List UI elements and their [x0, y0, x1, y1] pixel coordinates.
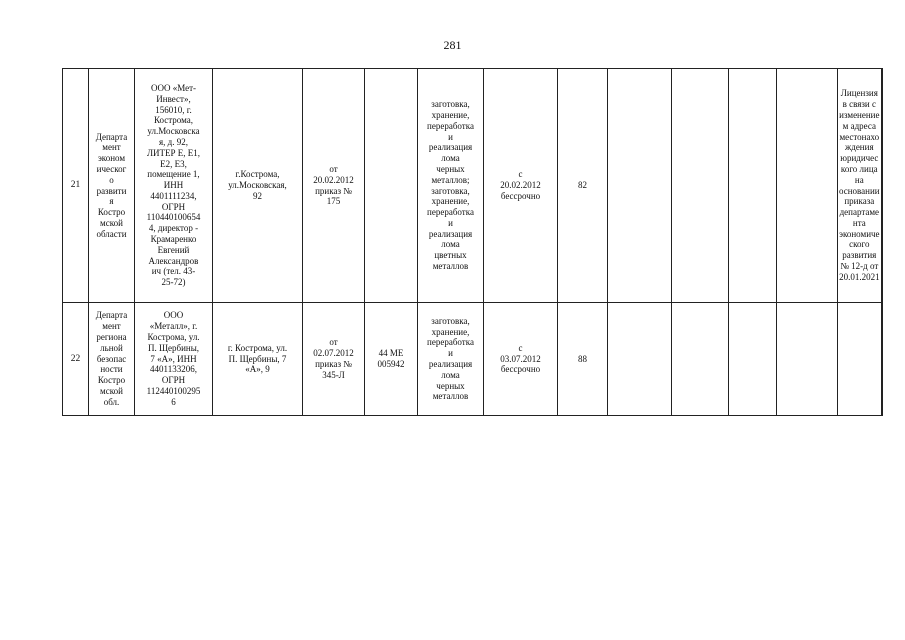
- cell-line: металлов;: [431, 174, 470, 185]
- cell-line: реализация: [428, 359, 473, 369]
- cell-line: приказ №: [315, 185, 352, 196]
- cell-col10: [672, 303, 729, 416]
- cell-col9: [608, 303, 672, 416]
- cell-line: 02.07.2012: [313, 348, 354, 359]
- cell-line: 20.02.2012: [313, 174, 354, 185]
- cell-line: 44 МЕ: [378, 348, 404, 359]
- cell-licensee: [135, 303, 213, 416]
- cell-license-number: [365, 303, 418, 416]
- cell-line: в связи с: [842, 99, 876, 110]
- cell-line: от: [329, 337, 338, 348]
- cell-line: «А», 9: [245, 364, 270, 375]
- cell-line: помещение 1,: [147, 169, 200, 180]
- cell-line: Кострома,: [153, 115, 194, 126]
- cell-line: Департа: [95, 310, 128, 321]
- cell-line: № 12-д от: [840, 261, 879, 272]
- cell-line: и: [448, 217, 453, 228]
- cell-line: и: [448, 348, 453, 359]
- cell-number: 21: [63, 69, 89, 303]
- cell-line: Костро: [97, 375, 126, 386]
- cell-line: экономиче: [839, 228, 880, 239]
- cell-line: 156010, г.: [155, 104, 192, 115]
- cell-line: о: [109, 174, 114, 185]
- cell-line: металлов: [432, 261, 469, 272]
- cell-line: лома: [441, 369, 460, 380]
- cell-line: мент: [102, 142, 121, 153]
- cell-line: 25-72): [161, 277, 186, 288]
- cell-line: обл.: [103, 396, 120, 407]
- cell-line: заготовка,: [431, 99, 470, 110]
- cell-col12: [777, 69, 838, 303]
- cell-col14: [881, 303, 882, 416]
- cell-line: мской: [100, 385, 123, 396]
- cell-line: г.Кострома,: [235, 169, 280, 180]
- cell-line: ическог: [96, 163, 127, 174]
- cell-line: приказ №: [315, 359, 352, 369]
- cell-line: 112440100295: [146, 385, 201, 396]
- cell-line: «Металл», г.: [149, 321, 198, 332]
- cell-line: 4401133206,: [150, 364, 197, 375]
- cell-line: ИНН: [163, 180, 184, 191]
- cell-line: хранение,: [431, 326, 470, 337]
- cell-line: Александров: [148, 255, 199, 266]
- cell-line: приказа: [844, 196, 875, 207]
- cell-note: [838, 69, 882, 303]
- cell-line: лома: [441, 239, 460, 250]
- cell-line: бессрочно: [500, 190, 541, 201]
- cell-line: я, д. 92,: [159, 136, 188, 147]
- cell-line: Крамаренко: [150, 234, 197, 245]
- cell-authority: [89, 303, 135, 416]
- cell-line: департаме: [839, 207, 880, 218]
- cell-line: заготовка,: [431, 315, 470, 326]
- cell-line: П. Щербины, 7: [228, 353, 287, 364]
- cell-line: развития: [842, 250, 877, 261]
- cell-line: хранение,: [431, 109, 470, 120]
- table-row: [63, 69, 883, 303]
- table-row: [63, 303, 883, 416]
- cell-term: [484, 303, 558, 416]
- cell-line: цветных: [434, 250, 467, 261]
- cell-line: ждения: [845, 142, 874, 153]
- cell-line: я: [109, 196, 114, 207]
- cell-authority: [89, 69, 135, 303]
- cell-address: [213, 69, 303, 303]
- cell-line: заготовка,: [431, 185, 470, 196]
- cell-line: ул.Московская,: [228, 180, 287, 191]
- cell-line: 005942: [377, 359, 405, 369]
- cell-term: [484, 69, 558, 303]
- cell-line: льной: [100, 342, 123, 353]
- cell-line: изменение: [839, 109, 880, 120]
- cell-license-number: [365, 69, 418, 303]
- cell-line: Инвест»,: [156, 93, 191, 104]
- cell-line: ич (тел. 43-: [151, 266, 196, 277]
- cell-col14: [881, 69, 882, 303]
- cell-col11: [729, 303, 777, 416]
- cell-line: хранение,: [431, 196, 470, 207]
- cell-line: черных: [436, 380, 465, 391]
- cell-line: ул.Московска: [147, 126, 200, 137]
- cell-line: переработка: [427, 207, 474, 218]
- cell-line: и: [448, 131, 453, 142]
- cell-line: ОГРН: [161, 201, 186, 212]
- license-registry-table: [62, 68, 883, 416]
- cell-line: развити: [96, 185, 127, 196]
- cell-activity: [418, 303, 484, 416]
- cell-line: реализация: [428, 228, 473, 239]
- cell-line: с: [518, 342, 523, 353]
- cell-line: черных: [436, 163, 465, 174]
- cell-line: м адреса: [842, 120, 876, 131]
- cell-col10: [672, 69, 729, 303]
- cell-line: ского: [849, 239, 870, 250]
- cell-line: безопас: [96, 353, 127, 364]
- cell-line: эконом: [97, 153, 126, 164]
- cell-line: бессрочно: [500, 364, 541, 375]
- cell-line: ООО «Мет-: [150, 82, 197, 93]
- cell-line: 4, директор -: [148, 223, 199, 234]
- cell-line: металлов: [432, 391, 469, 402]
- cell-line: лома: [441, 153, 460, 164]
- cell-line: ООО: [163, 310, 184, 321]
- cell-line: юридичес: [840, 153, 879, 164]
- cell-line: Е2, Е3,: [160, 158, 187, 169]
- cell-line: местонахо: [839, 131, 880, 142]
- cell-line: 4401111234,: [150, 190, 197, 201]
- cell-line: Евгений: [157, 244, 190, 255]
- cell-line: 20.01.2021: [839, 271, 880, 282]
- cell-line: ности: [100, 364, 123, 375]
- cell-line: области: [96, 228, 127, 239]
- cell-line: 20.02.2012: [500, 180, 541, 191]
- cell-code: 82: [558, 69, 608, 303]
- cell-col12: [777, 303, 838, 416]
- cell-line: 6: [171, 396, 176, 407]
- cell-line: основании: [839, 185, 880, 196]
- cell-address: [213, 303, 303, 416]
- cell-line: на: [854, 174, 864, 185]
- cell-line: Департа: [95, 131, 128, 142]
- cell-col9: [608, 69, 672, 303]
- cell-line: Лицензия: [840, 88, 878, 99]
- cell-code: 88: [558, 303, 608, 416]
- cell-line: 345-Л: [322, 369, 345, 380]
- cell-line: с: [518, 169, 523, 180]
- cell-line: мент: [102, 321, 121, 332]
- cell-line: 03.07.2012: [500, 353, 541, 364]
- cell-line: региона: [96, 332, 127, 342]
- cell-licensee: [135, 69, 213, 303]
- cell-line: нта: [852, 217, 866, 228]
- cell-line: от: [329, 163, 338, 174]
- cell-note: [838, 303, 882, 416]
- cell-line: 7 «А», ИНН: [150, 353, 197, 364]
- cell-line: Костро: [97, 207, 126, 218]
- cell-line: 110440100654: [146, 212, 201, 223]
- cell-line: переработка: [427, 120, 474, 131]
- page-number: 281: [443, 38, 462, 52]
- cell-line: 92: [253, 190, 262, 201]
- cell-col11: [729, 69, 777, 303]
- cell-line: П. Щербины,: [147, 342, 200, 353]
- cell-line: ОГРН: [161, 375, 186, 386]
- cell-line: 175: [326, 196, 341, 207]
- cell-decision: [303, 69, 365, 303]
- cell-line: ЛИТЕР Е, Е1,: [146, 147, 201, 158]
- cell-activity: [418, 69, 484, 303]
- cell-line: переработка: [427, 337, 474, 348]
- cell-line: реализация: [428, 142, 473, 153]
- cell-number: 22: [63, 303, 89, 416]
- cell-line: г. Кострома, ул.: [227, 342, 288, 353]
- cell-decision: [303, 303, 365, 416]
- cell-line: кого лица: [840, 163, 878, 174]
- cell-line: мской: [100, 217, 123, 228]
- cell-line: Кострома, ул.: [147, 332, 200, 342]
